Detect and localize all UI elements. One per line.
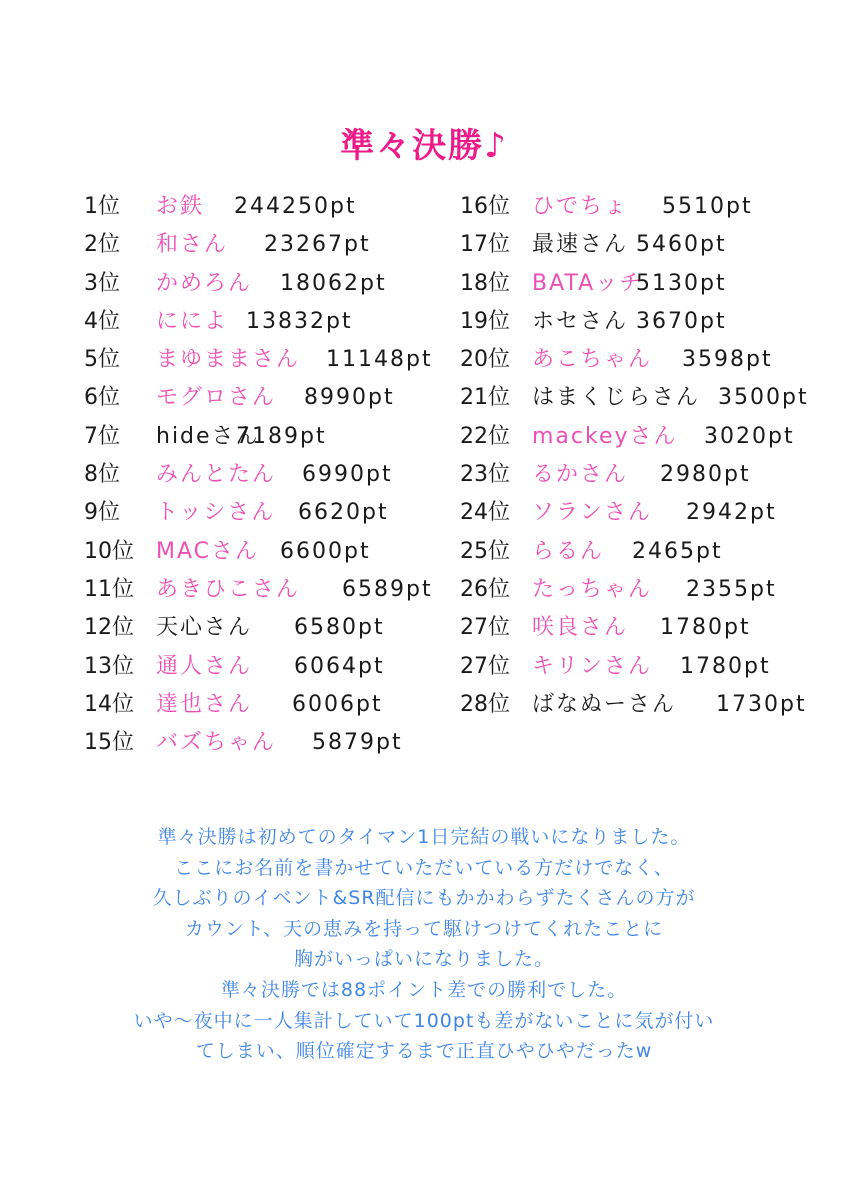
points-value: 3598pt	[682, 347, 773, 373]
rank-label: 16位	[460, 194, 510, 219]
rank-label: 28位	[460, 691, 510, 717]
participant-name: まゆままさん	[156, 347, 301, 373]
points-value: 244250pt	[234, 194, 357, 219]
points-value: 1780pt	[680, 653, 771, 679]
rank-label: 18位	[460, 270, 510, 296]
participant-name: 和さん	[156, 232, 229, 258]
rank-label: 27位	[460, 615, 510, 641]
participant-name: にによ	[156, 308, 229, 334]
points-value: 5879pt	[312, 730, 403, 756]
points-value: 2355pt	[686, 576, 777, 602]
rank-label: 25位	[460, 538, 510, 564]
points-value: 23267pt	[264, 232, 371, 258]
points-value: 6600pt	[280, 538, 371, 564]
participant-name: BATAッチ	[532, 270, 644, 296]
participant-name: キリンさん	[532, 653, 653, 679]
message-line: 久しぶりのイベント&SR配信にもかかわらずたくさんの方が	[152, 887, 696, 910]
message-block	[0, 822, 848, 1067]
participant-name: お鉄	[156, 194, 205, 219]
points-value: 6620pt	[298, 500, 389, 526]
participant-name: バズちゃん	[156, 730, 277, 756]
points-value: 3670pt	[636, 308, 727, 334]
message-line: 胸がいっぱいになりました。	[293, 948, 554, 971]
points-value: 1780pt	[660, 615, 751, 641]
rank-label: 21位	[460, 385, 510, 411]
message-line: 準々決勝では88ポイント差での勝利でした。	[220, 978, 628, 1001]
rank-label: 14位	[84, 691, 134, 717]
participant-name: あきひこさん	[156, 576, 301, 602]
points-value: 6006pt	[292, 691, 383, 717]
participant-name: トッシさん	[156, 500, 276, 526]
rank-label: 10位	[84, 538, 134, 564]
rank-label: 13位	[84, 653, 134, 679]
participant-name: はまくじらさん	[532, 385, 701, 411]
points-value: 5460pt	[636, 232, 727, 258]
participant-name: モグロさん	[156, 385, 277, 411]
points-value: 3500pt	[718, 385, 809, 411]
points-value: 5510pt	[662, 194, 753, 219]
points-value: 18062pt	[280, 270, 387, 296]
rank-label: 23位	[460, 462, 510, 488]
message-line: カウント、天の恵みを持って駆けつけてくれたことに	[184, 917, 664, 940]
participant-name: MACさん	[156, 538, 260, 564]
rank-label: 15位	[84, 730, 134, 756]
message-line: 準々決勝は初めてのタイマン1日完結の戦いになりました。	[157, 826, 691, 848]
participant-name: かめろん	[156, 270, 253, 296]
points-value: 2980pt	[660, 462, 751, 488]
points-value: 6580pt	[294, 615, 385, 641]
rank-label: 11位	[84, 576, 134, 602]
message-line: いや〜夜中に一人集計していて100ptも差がないことに気が付い	[133, 1009, 715, 1032]
points-value: 8990pt	[304, 385, 395, 411]
points-value: 7189pt	[236, 423, 327, 449]
points-value: 3020pt	[704, 423, 795, 449]
participant-name: 達也さん	[156, 691, 253, 717]
points-value: 5130pt	[636, 270, 727, 296]
points-value: 6990pt	[302, 462, 393, 488]
message-line: ここにお名前を書かせていただいている方だけでなく、	[174, 856, 674, 879]
rank-label: 22位	[460, 423, 510, 449]
points-value: 6589pt	[342, 576, 433, 602]
participant-name: るかさん	[532, 462, 629, 488]
points-value: 11148pt	[326, 347, 433, 373]
rank-label: 9位	[84, 500, 120, 526]
rank-label: 19位	[460, 308, 510, 334]
participant-name: ひでちょ	[532, 194, 629, 219]
points-value: 2465pt	[632, 538, 723, 564]
participant-name: らるん	[532, 538, 605, 564]
rank-label: 6位	[84, 385, 120, 411]
message-line: てしまい、順位確定するまで正直ひやひやだったw	[195, 1040, 653, 1063]
participant-name: 天心さん	[156, 615, 253, 641]
rank-label: 20位	[460, 347, 510, 373]
rank-label: 3位	[84, 270, 120, 296]
rank-label: 1位	[84, 194, 120, 219]
rank-label: 5位	[84, 347, 120, 373]
participant-name: 最速さん	[532, 232, 629, 258]
participant-name: mackeyさん	[532, 423, 678, 449]
participant-name: ばなぬーさん	[532, 691, 677, 717]
points-value: 1730pt	[716, 691, 807, 717]
page-title: 準々決勝♪	[340, 126, 508, 166]
participant-name: たっちゃん	[532, 576, 653, 602]
participant-name: ソランさん	[532, 500, 653, 526]
points-value: 13832pt	[246, 308, 353, 334]
points-value: 2942pt	[686, 500, 777, 526]
participant-name: 通人さん	[156, 653, 253, 679]
participant-name: ホセさん	[532, 308, 629, 334]
rank-label: 27位	[460, 653, 510, 679]
rank-label: 24位	[460, 500, 510, 526]
rank-label: 26位	[460, 576, 510, 602]
rank-label: 7位	[84, 423, 120, 449]
rank-label: 12位	[84, 615, 134, 641]
points-value: 6064pt	[294, 653, 385, 679]
participant-name: 咲良さん	[532, 615, 629, 641]
participant-name: hideさん	[156, 423, 260, 449]
rank-label: 17位	[460, 232, 510, 258]
participant-name: あこちゃん	[532, 347, 653, 373]
rank-label: 2位	[84, 232, 120, 258]
rank-label: 8位	[84, 462, 120, 488]
participant-name: みんとたん	[156, 462, 277, 488]
rank-label: 4位	[84, 308, 120, 334]
